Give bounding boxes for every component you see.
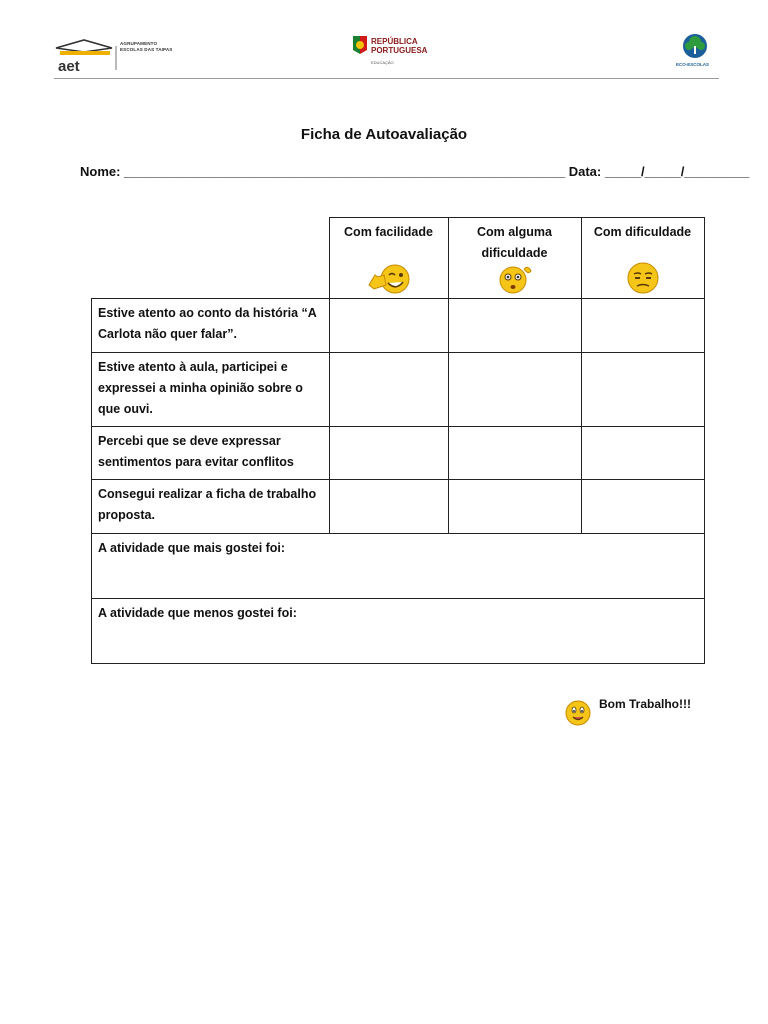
liked-most-row [92,534,705,599]
column-header-difficulty: Com dificuldade [581,218,704,299]
rating-cell-some-difficulty[interactable] [448,299,581,353]
rating-cell-some-difficulty[interactable] [448,427,581,480]
criterion-cell: Estive atento ao conto da história “A Carlota não quer falar”. [92,299,330,353]
self-assessment-table [91,217,705,664]
table-row [92,299,705,353]
happy-emoji-icon [565,698,591,726]
column-header-some-difficulty: Com alguma dificuldade [448,218,581,299]
criterion-cell: Percebi que se deve expressar sentimentos para evitar conflitos [92,427,330,480]
school-logo-text: aet [58,58,80,74]
page-title: Ficha de Autoavaliação [300,126,468,143]
empty-corner-cell [92,218,330,299]
puzzled-emoji-icon [496,263,534,295]
closing-message: Bom Trabalho!!! [599,697,691,711]
rating-cell-difficulty[interactable] [581,480,704,534]
rating-cell-easy[interactable] [329,480,448,534]
government-logo: REPÚBLICA PORTUGUESA EDUCAÇÃO [351,34,441,70]
rating-cell-difficulty[interactable] [581,427,704,480]
thumbs-up-wink-emoji-icon [365,263,413,295]
eco-tree-icon [678,32,712,62]
liked-least-row [92,599,705,664]
worried-emoji-icon [625,261,661,295]
portugal-flag-icon [351,34,369,56]
name-date-line: Nome: _____________________________________________________________ Data: _____/_____/_________ [80,164,750,179]
eco-schools-logo: ECO-ESCOLAS [678,32,718,70]
criterion-cell: Consegui realizar a ficha de trabalho proposta. [92,480,330,534]
school-name: AGRUPAMENTO ESCOLAS DAS TAIPAS [120,41,173,52]
liked-least-field[interactable]: A atividade que menos gostei foi: [92,599,705,664]
rating-cell-easy[interactable] [329,299,448,353]
liked-most-field[interactable]: A atividade que mais gostei foi: [92,534,705,599]
criterion-cell: Estive atento à aula, participei e expressei a minha opinião sobre o que ouvi. [92,353,330,427]
rating-cell-some-difficulty[interactable] [448,480,581,534]
column-header-easy: Com facilidade [329,218,448,299]
rating-cell-easy[interactable] [329,353,448,427]
rating-cell-difficulty[interactable] [581,353,704,427]
rating-cell-some-difficulty[interactable] [448,353,581,427]
table-row [92,353,705,427]
rating-cell-difficulty[interactable] [581,299,704,353]
document-header [54,30,719,79]
table-row [92,427,705,480]
table-row [92,480,705,534]
rating-cell-easy[interactable] [329,427,448,480]
